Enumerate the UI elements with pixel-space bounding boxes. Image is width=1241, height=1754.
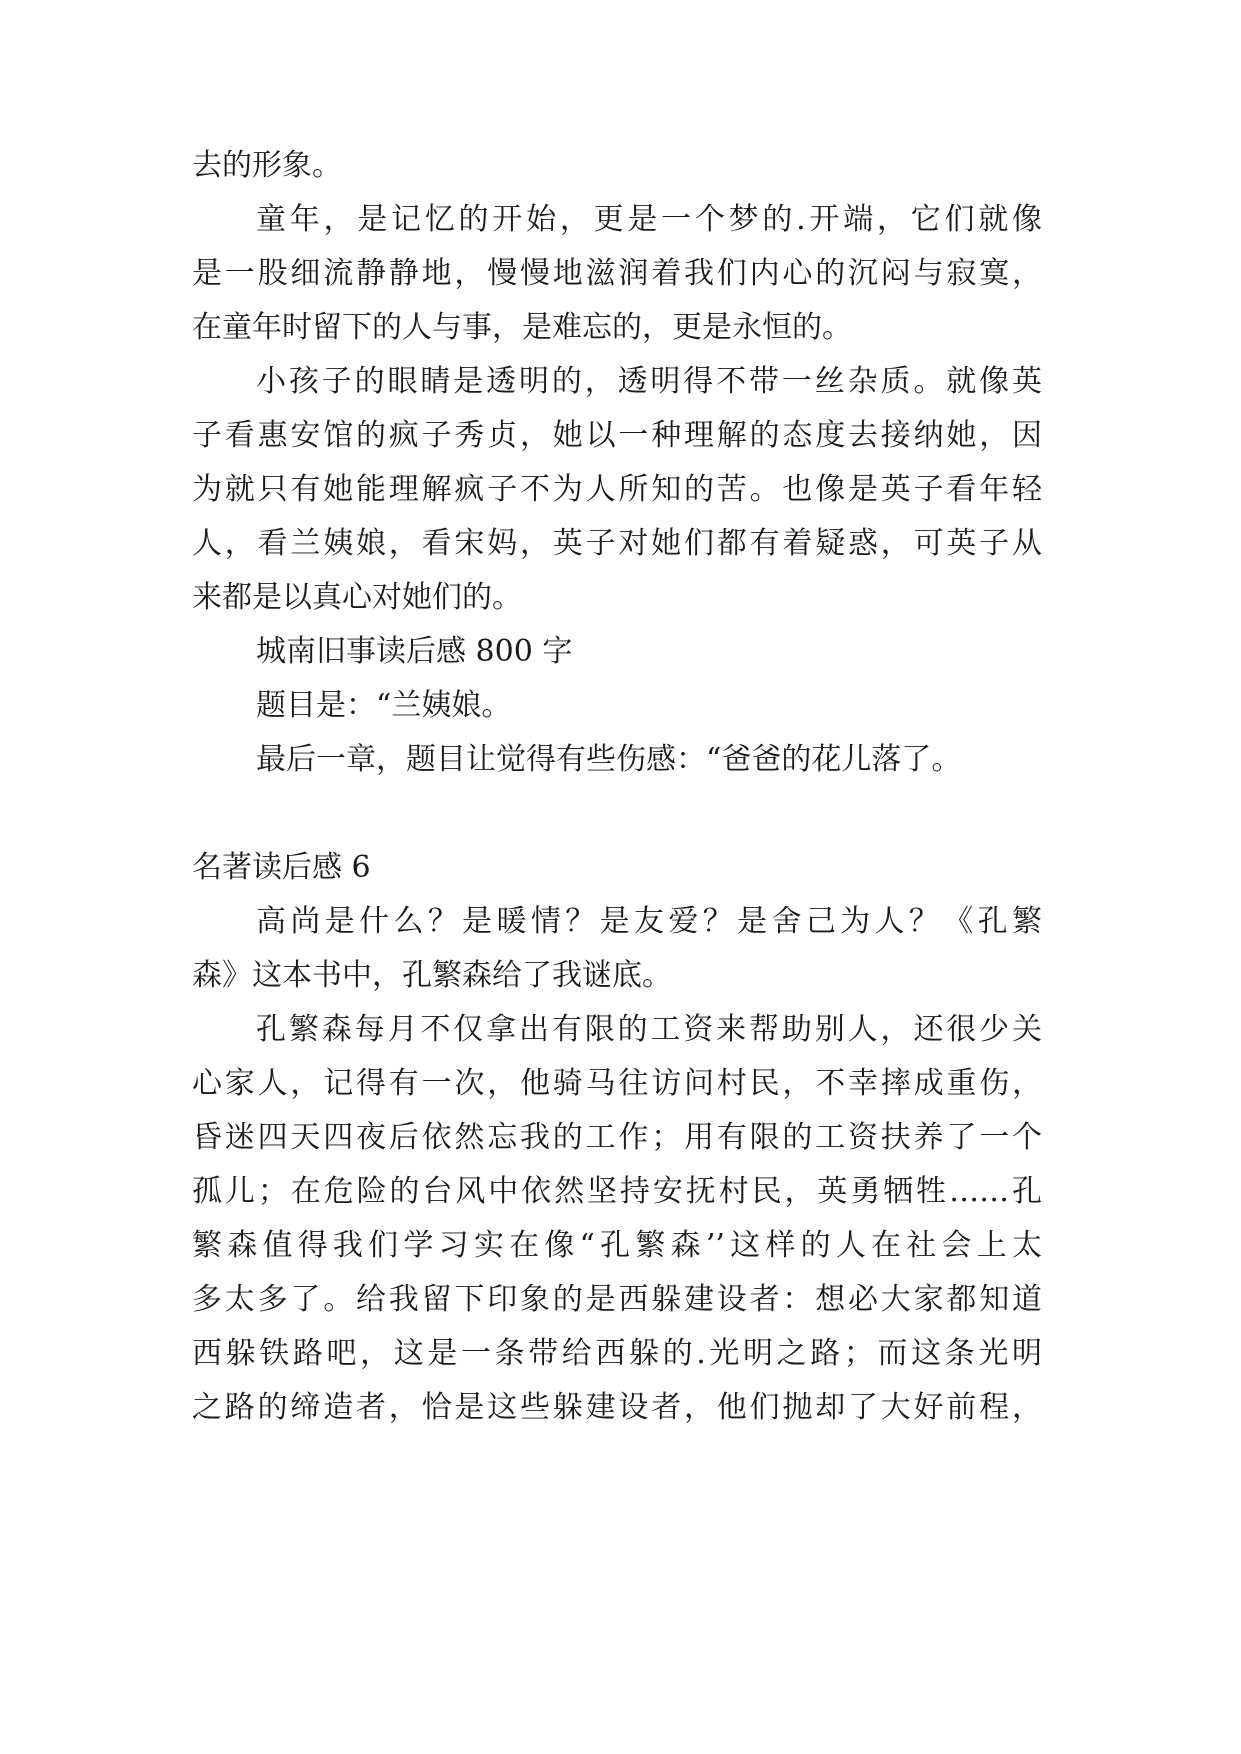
text-line: 题目是：“兰姨娘。 [256, 688, 512, 723]
text-line: 多太多了。给我留下印象的是西躲建设者：想必大家都知道 [192, 1282, 1042, 1317]
text-line: 人，看兰姨娘，看宋妈，英子对她们都有着疑惑，可英子从 [192, 526, 1042, 561]
text-line: 为就只有她能理解疯子不为人所知的苦。也像是英子看年轻 [192, 472, 1042, 507]
text-line: 森》这本书中，孔繁森给了我谜底。 [192, 958, 672, 993]
text-line: 孤儿；在危险的台风中依然坚持安抚村民，英勇牺牲……孔 [192, 1174, 1042, 1209]
paragraph-start-line: 小孩子的眼睛是透明的，透明得不带一丝杂质。就像英 [256, 364, 1042, 399]
text-line: 之路的缔造者，恰是这些躲建设者，他们抛却了大好前程， [192, 1390, 1042, 1425]
text-line: 昏迷四天四夜后依然忘我的工作；用有限的工资扶养了一个 [192, 1120, 1042, 1155]
text-line: 繁森值得我们学习实在像“孔繁森’’这样的人在社会上太 [192, 1228, 1042, 1263]
text-line: 是一股细流静静地，慢慢地滋润着我们内心的沉闷与寂寞， [192, 256, 1042, 291]
text-line: 去的形象。 [192, 148, 342, 183]
paragraph-start-line: 高尚是什么？是暖情？是友爱？是舍己为人？《孔繁 [256, 904, 1042, 939]
subtitle-line: 城南旧事读后感 800 字 [256, 634, 573, 669]
paragraph-start-line: 童年，是记忆的开始，更是一个梦的.开端，它们就像 [256, 202, 1042, 237]
text-line: 子看惠安馆的疯子秀贞，她以一种理解的态度去接纳她，因 [192, 418, 1042, 453]
text-line: 心家人，记得有一次，他骑马往访问村民，不幸摔成重伤， [192, 1066, 1042, 1101]
paragraph-start-line: 孔繁森每月不仅拿出有限的工资来帮助别人，还很少关 [256, 1012, 1042, 1047]
text-line: 来都是以真心对她们的。 [192, 580, 522, 615]
text-line: 西躲铁路吧，这是一条带给西躲的.光明之路；而这条光明 [192, 1336, 1042, 1371]
text-line: 在童年时留下的人与事，是难忘的，更是永恒的。 [192, 310, 852, 345]
text-line: 最后一章，题目让觉得有些伤感：“爸爸的花儿落了。 [256, 742, 962, 777]
section-heading: 名著读后感 6 [192, 850, 371, 885]
